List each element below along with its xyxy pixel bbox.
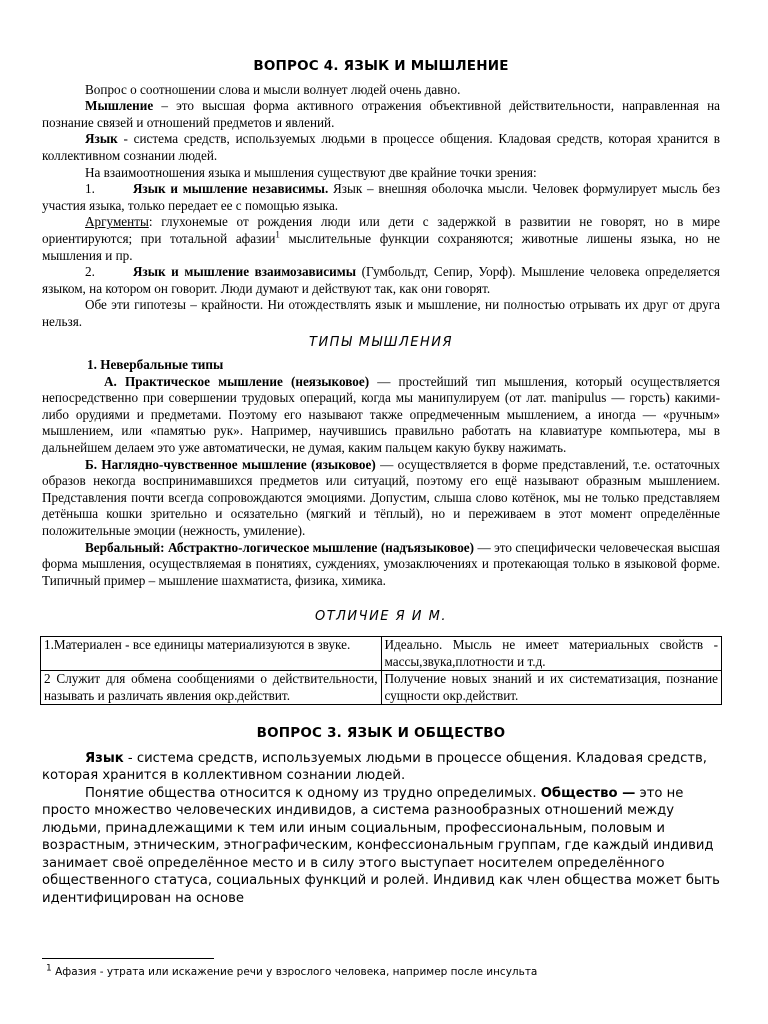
society-paragraph xyxy=(42,785,720,908)
view-1-number: 1. xyxy=(85,181,95,197)
society-text: это не просто множество человеческих индивидов, а система разнообразных отношений между людьми, принадлежащими к тем или иным социальным, профессиональным, половым и возрастным, этническим, этнографическим, конфессиональным группам, где каждый индивид занимает своё определённое место и в силу этого выступает носителем определённого общественного статуса, социальных функций и ролей. Индивид как член общества может быть идентифицирован на основе xyxy=(42,785,720,906)
footnote-text: Афазия - утрата или искажение речи у взрослого человека, например после инсульта xyxy=(51,966,538,978)
type-b-heading: Б. Наглядно-чувственное мышление (языковое) xyxy=(85,456,376,472)
language-def-text: - система средств, используемых людьми в процессе общения. Кладовая средств, которая хранится в коллективном сознании людей. xyxy=(42,131,720,163)
table-row xyxy=(41,637,722,671)
table-cell-right: Идеально. Мысль не имеет материальных свойств - массы,звука,плотности и т.д. xyxy=(381,637,722,671)
language-definition xyxy=(42,131,720,164)
table-cell-left: 1.Материален - все единицы материализуются в звуке. xyxy=(41,637,382,671)
arguments-text-a: : глухонемые от рождения люди или дети с задержкой в развитии не говорят, но в мире ориентируются; при тотальной афазии xyxy=(42,214,720,246)
section-2-language-def: - система средств, используемых людьми в процессе общения. Кладовая средств, которая хранится в коллективном сознании людей. xyxy=(42,750,707,784)
view-2-text: (Гумбольдт, Сепир, Уорф). Мышление человека определяется языком, на котором он говорит. Люди думают и действуют так, как они говорят. xyxy=(42,264,720,296)
type-c-paragraph xyxy=(42,540,720,590)
society-term: Общество — xyxy=(540,785,636,801)
intro-paragraph: Вопрос о соотношении слова и мысли волнует людей очень давно. xyxy=(85,81,461,97)
type-c-heading: Вербальный: Абстрактно-логическое мышление (надъязыковое) xyxy=(85,539,475,555)
view-1-paragraph xyxy=(42,181,720,214)
table-cell-left: 2 Служит для обмена сообщениями о действительности, называть и различать явления окр.действит. xyxy=(41,671,382,705)
view-2-paragraph xyxy=(42,264,720,297)
footnote xyxy=(46,964,537,981)
views-intro: На взаимоотношения языка и мышления существуют две крайние точки зрения: xyxy=(85,164,537,180)
thinking-def-text: – это высшая форма активного отражения объективной действительности, направленная на познание связей и отношений предметов и явлений. xyxy=(42,98,720,130)
section-2-language-term: Язык xyxy=(85,750,124,766)
section-title-question-3: ВОПРОС 3. ЯЗЫК И ОБЩЕСТВО xyxy=(256,725,506,742)
difference-heading: ОТЛИЧИЕ Я И М. xyxy=(314,609,448,625)
nonverbal-heading: 1. Невербальные типы xyxy=(87,357,224,373)
conclusion-paragraph: Обе эти гипотезы – крайности. Ни отождествлять язык и мышление, ни полностью отрывать их друг от друга нельзя. xyxy=(42,297,720,329)
document-page xyxy=(42,58,720,907)
thinking-definition xyxy=(42,98,720,131)
footnote-separator xyxy=(42,958,214,959)
arguments-text-b: мыслительные функции сохраняются; животные лишены языка, но не мышления и пр. xyxy=(42,230,720,263)
section-2-language-definition xyxy=(42,750,720,785)
view-1-text: Язык – внешняя оболочка мысли. Человек формулирует мысль без участия языка, только передает ее с помощью языка. xyxy=(42,181,721,213)
arguments-label: Аргументы xyxy=(85,214,149,230)
table-row xyxy=(41,671,722,705)
type-a-text: — простейший тип мышления, который осуществляется непосредственно при совершении трудовых операций, когда мы манипулируем (от лат. manipulus — горсть) какими-либо орудиями и предметами. Поэтому его называют также опредмеченным мышлением, а иногда — «ручным» мышлением, или «памятью рук». Например, научившись правильно работать на клавиатуре компьютера, мы в дальнейшем делаем это уже автоматически, не думая, каким пальцем какую букву нажимать. xyxy=(42,373,720,456)
footnote-mark: 1 xyxy=(46,963,52,974)
language-term: Язык xyxy=(85,131,118,147)
type-c-text: — это специфически человеческая высшая форма мышления, осуществляемая в понятиях, суждениях, умозаключениях и протекающая только в языковой форме. Типичный пример – мышление шахматиста, физика, химика. xyxy=(42,539,720,588)
thinking-term: Мышление xyxy=(85,98,154,114)
type-a-paragraph xyxy=(42,374,720,457)
view-1-heading: Язык и мышление независимы. xyxy=(132,181,329,197)
footnote-reference[interactable]: 1 xyxy=(275,229,280,240)
types-heading: ТИПЫ МЫШЛЕНИЯ xyxy=(309,334,453,350)
arguments-paragraph xyxy=(42,214,720,264)
difference-table xyxy=(40,636,722,705)
view-2-number: 2. xyxy=(85,264,95,280)
type-a-heading: А. Практическое мышление (неязыковое) xyxy=(104,373,370,389)
section-title-question-4: ВОПРОС 4. ЯЗЫК И МЫШЛЕНИЕ xyxy=(253,58,509,74)
type-b-text: — осуществляется в форме представлений, т.е. остаточных образов некогда воспринимавшихся предметов или ситуаций, поэтому его ещё называют образным мышлением. Представления почти всегда сопровождаются эмоциями. Допустим, слыша слово котёнок, мы не только представляем детёныша кошки зрительно и осязательно (мягкий и тёплый), но и переживаем в этот момент определённые положительные эмоции (нежность, умиление). xyxy=(42,456,721,539)
view-2-heading: Язык и мышление взаимозависимы xyxy=(132,264,356,280)
table-cell-right: Получение новых знаний и их систематизация, познание сущности окр.действит. xyxy=(381,671,722,705)
type-b-paragraph xyxy=(42,457,720,540)
section-2-body xyxy=(42,750,720,908)
society-intro: Понятие общества относится к одному из трудно определимых. xyxy=(85,785,541,801)
